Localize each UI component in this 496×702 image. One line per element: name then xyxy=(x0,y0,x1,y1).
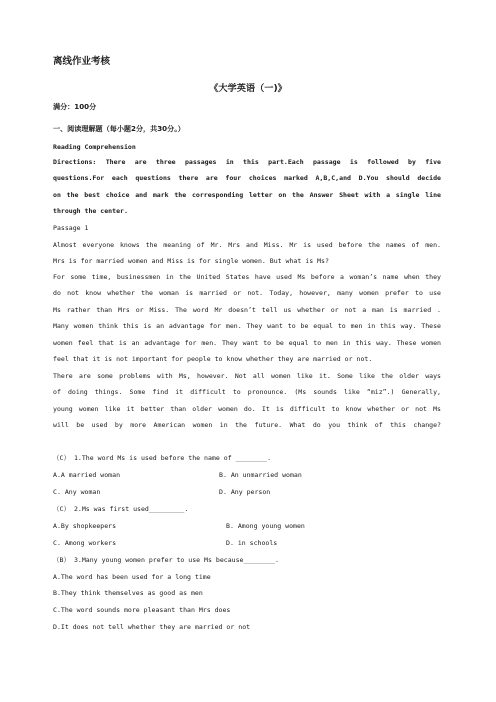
answer-option: C.The word sounds more pleasant than Mrs does xyxy=(53,606,231,614)
passage-line: Many women think this is an advantage for men. They want to be equal to men in this way. These xyxy=(53,322,441,330)
answer-option: B. An unmarried woman xyxy=(219,471,302,479)
passage-line: For some time, businessmen in the United States have used Ms before a woman’s name when they xyxy=(53,273,441,281)
passage-label: Passage 1 xyxy=(53,224,89,232)
passage-line: Ms rather than Mrs or Miss. The word Mr doesn’t tell us whether or not a man is married . xyxy=(53,306,441,314)
answer-option: A.The word has been used for a long time xyxy=(53,573,211,581)
directions-line: through the center. xyxy=(53,207,128,215)
question-stem: （C） 1.The word Ms is used before the name of ________. xyxy=(53,454,272,462)
answer-option: D.It does not tell whether they are married or not xyxy=(53,623,251,631)
answer-option: A.By shopkeepers xyxy=(53,522,117,530)
reading-label: Reading Comprehension xyxy=(53,143,136,151)
question-stem: （B） 3.Many young women prefer to use Ms because________. xyxy=(53,556,279,564)
answer-option: B. Among young women xyxy=(226,522,305,530)
directions-line: Directions: There are three passages in this part.Each passage is followed by five xyxy=(53,158,441,166)
answer-option: C. Any woman xyxy=(53,488,101,496)
question-stem: （C） 2.Ms was first used_________. xyxy=(53,505,189,513)
section-heading: 一、阅读理解题（每小题2分，共30分。） xyxy=(53,124,185,133)
directions-line: on the best choice and mark the corresponding letter on the Answer Sheet with a single line xyxy=(53,191,441,199)
answer-option: C. Among workers xyxy=(53,539,117,547)
passage-line: Almost everyone knows the meaning of Mr. Mrs and Miss. Mr is used before the names of men. xyxy=(53,241,441,249)
passage-line: young women like it better than older women do. It is difficult to know whether or not Ms xyxy=(53,405,441,413)
document-title: 《大学英语（一)》 xyxy=(209,83,287,94)
score-line: 满分：100分 xyxy=(53,102,97,111)
answer-option: B.They think themselves as good as men xyxy=(53,589,203,597)
passage-line: There are some problems with Ms, however. Not all women like it. Some like the older ways xyxy=(53,372,441,380)
answer-option: A.A married woman xyxy=(53,471,121,479)
answer-option: D. Any person xyxy=(219,488,271,496)
header-label: 离线作业考核 xyxy=(53,56,111,67)
directions-line: questions.For each questions there are four choices marked A,B,C,and D.You should decide xyxy=(53,174,441,182)
answer-option: D. in schools xyxy=(226,539,278,547)
passage-line: will be used by more American women in the future. What do you think of this change? xyxy=(53,421,441,429)
passage-line: of doing things. Some find it difficult to pronounce. (Ms sounds like “miz”.) Generally, xyxy=(53,388,441,396)
passage-line: feel that it is not important for people to know whether they are married or not. xyxy=(53,355,373,363)
passage-line: Mrs is for married women and Miss is for single women. But what is Ms? xyxy=(53,257,329,265)
passage-line: do not know whether the woman is married or not. Today, however, many women prefer to use xyxy=(53,289,441,297)
passage-line: women feel that is an advantage for men. They want to be equal to men in this way. These women xyxy=(53,339,441,347)
